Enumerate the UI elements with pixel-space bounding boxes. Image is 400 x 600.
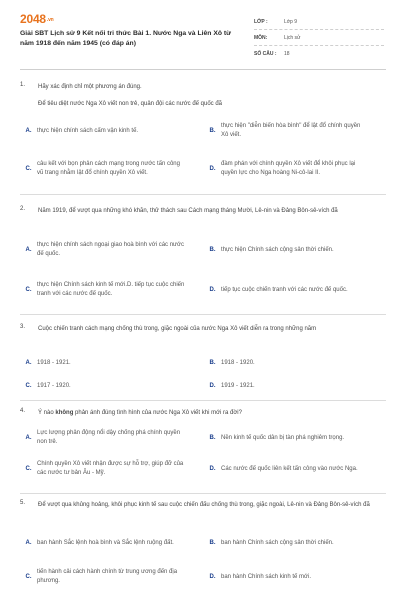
option-key: B. [209,247,216,253]
divider [20,314,386,315]
option-key: C. [25,574,32,580]
question-number: 3. [20,324,26,330]
option-text: ban hành Sắc lệnh hoà bình và Sắc lệnh ruộng đất. [37,539,174,546]
question-text [38,408,384,419]
divider [20,493,386,494]
option-a[interactable] [20,426,200,450]
option-key: A. [25,540,32,546]
option-key: D. [209,287,216,293]
option-text: thực hiện "diễn biến hòa bình" để lật đổ chính quyền Xô viết. [221,123,361,138]
question-text: Hãy xác định chỉ một phương án đúng. [38,84,142,90]
option-key: D. [209,383,216,389]
option-text: Chính quyền Xô viết nhận được sự hỗ trợ, giúp đỡ của các nước tư bản Âu - Mỹ. [37,461,184,476]
page-header [0,0,400,72]
meta-key: SỐ CÂU : [254,51,277,57]
option-key: C. [25,466,32,472]
option-b[interactable] [204,531,384,555]
option-key: C. [25,286,32,293]
option-text: Lực lượng phản động nổi dậy chống phá chính quyền non trẻ. [37,430,181,445]
option-text: thực hiện Chính sách cộng sản thời chiến. [221,246,334,253]
option-d[interactable] [204,152,384,186]
option-a[interactable] [20,119,200,143]
option-a[interactable] [20,357,200,369]
logo-domain: .vn [46,16,54,23]
option-text: 1919 - 1921. [221,382,255,389]
option-key: C. [25,383,32,389]
option-text: Các nước đế quốc liên kết tấn công vào nước Nga. [221,465,358,472]
option-text: thực hiện Chính sách kinh tế mới.D. tiếp tục cuộc chiến tranh với các nước đế quốc. [37,281,185,297]
question-text: Cuộc chiến tranh cách mạng chống thù trong, giặc ngoài của nước Nga Xô viết diễn ra trong những năm [38,326,317,332]
page-title: Giải SBT Lịch sử 9 Kết nối tri thức Bài 1. Nước Nga và Liên Xô từ năm 1918 đến năm 1945 (có đáp án) [20,30,232,47]
option-text: 1917 - 1920. [37,382,71,389]
option-c[interactable] [20,380,200,392]
question-5 [20,500,384,596]
option-text: câu kết với bọn phản cách mạng trong nước tấn công vũ trang nhằm lật đổ chính quyền Xô viết. [37,161,180,176]
option-d[interactable] [204,565,384,589]
meta-row-count [254,46,384,62]
option-b[interactable] [204,238,384,262]
option-c[interactable] [20,273,200,306]
option-text: 1918 - 1921. [37,359,71,366]
question-text: Năm 1919, để vượt qua những khó khăn, thử thách sau Cách mạng tháng Mười, Lê-nin và Đảng Bôn-sê-vích đã [38,208,338,214]
divider [20,69,386,70]
question-text: Để vượt qua khủng hoảng, khôi phục kinh tế sau cuộc chiến đấu chống thù trong, giặc ngoài, Lê-nin và Đảng Bôn-sê-vích đã [38,502,370,508]
meta-table [254,14,384,62]
option-key: A. [25,247,32,253]
divider [20,194,386,195]
divider [20,400,386,401]
option-d[interactable] [204,278,384,302]
option-text: tiếp tục cuộc chiến tranh với các nước đế quốc. [221,286,348,293]
option-b[interactable] [204,426,384,450]
option-b[interactable] [204,119,384,143]
meta-value: 18 [284,51,290,57]
question-emphasis: không [55,410,74,416]
option-key: B. [209,128,216,134]
option-d[interactable] [204,380,384,392]
option-text: 1918 - 1920. [221,359,255,366]
question-stem: Để tiêu diệt nước Nga Xô viết non trẻ, quân đội các nước đế quốc đã [38,101,223,107]
option-text: ban hành Chính sách cộng sản thời chiến. [221,539,334,546]
meta-value: Lịch sử [284,34,301,41]
option-key: D. [209,574,216,580]
meta-key: MÔN: [254,34,268,41]
question-text-part: Ý nào [38,410,56,416]
option-text: tiến hành cải cách hành chính từ trung ương đến địa phương. [37,569,178,584]
option-key: B. [209,435,216,441]
meta-value: Lớp 9 [284,18,298,25]
option-c[interactable] [20,565,200,589]
question-number: 1. [20,82,26,88]
meta-row-subject [254,30,384,46]
question-text-part: phản ánh đúng tình hình của nước Nga Xô viết khi mới ra đời? [73,410,242,416]
option-key: B. [209,540,216,546]
site-logo[interactable] [20,12,54,26]
option-b[interactable] [204,357,384,369]
meta-key: LỚP : [254,18,268,25]
option-a[interactable] [20,531,200,555]
question-number: 4. [20,408,26,414]
option-text: ban hành Chính sách kinh tế mới. [221,573,311,580]
option-c[interactable] [20,457,200,481]
question-2 [20,206,384,312]
question-1 [20,82,384,200]
question-3 [20,324,384,396]
logo-text: 2048 [20,12,46,26]
option-key: D. [209,166,216,172]
question-4 [20,408,384,492]
option-text: Nền kinh tế quốc dân bị tàn phá nghiêm trọng. [221,434,345,441]
option-key: B. [209,360,216,366]
option-key: A. [25,435,32,441]
option-key: A. [25,360,32,366]
option-text: thực hiện chính sách cấm vận kinh tế. [37,127,139,134]
option-text: đàm phán với chính quyền Xô viết để khôi phục lại quyền lực cho Nga hoàng Ni-cô-lai II. [221,161,356,176]
question-number: 2. [20,206,26,212]
option-key: C. [25,166,32,172]
option-d[interactable] [204,457,384,481]
option-key: A. [25,128,32,134]
question-number: 5. [20,500,26,506]
meta-row-grade [254,14,384,30]
option-c[interactable] [20,152,200,186]
option-a[interactable] [20,238,200,262]
option-key: D. [209,466,216,472]
option-text: thực hiện chính sách ngoại giao hoà bình với các nước đế quốc. [37,242,184,257]
